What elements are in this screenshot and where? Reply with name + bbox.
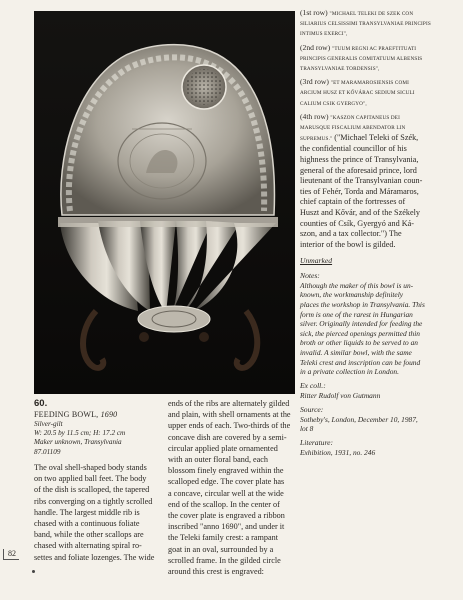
dimensions: W: 20.5 by 11.5 cm; H: 17.2 cm xyxy=(34,429,126,438)
feeding-bowl-photograph xyxy=(34,11,295,394)
cover-plate xyxy=(61,45,275,215)
catalogue-number: 60. xyxy=(34,398,48,409)
page-number: 82 xyxy=(3,549,19,560)
translation-text: the confidential councillor of his highness the prince of Transylvania, general of the aforesaid prince, lord lieutenant of the Transylvanian coun- ties of Fehér, Torda and Máramaros, chief captain of the fortresses of Huszt and Kővár, and of the Székely counties of Csík, Gyergyó and Ká- szon, and a tax collector.") The interior of the bowl is gilded. xyxy=(300,144,423,249)
inscription-row-3: (3rd row) "ET MARAMAROSIENSIS COMI ARCIUM HUSZ ET KŐVÁRAC SEDIUM SICULI CALIUM CSIK GYERGYO", xyxy=(300,77,415,107)
ex-coll-label: Ex coll.: xyxy=(300,380,326,390)
page-mark xyxy=(32,570,35,573)
source-label: Source: xyxy=(300,404,324,414)
inscription-row-2: (2nd row) "TUUM REGNI AC PRAEFTITUATI PRINCIPIS GENERALIS COMITATUUM ALBENSIS TRANSYLVANIAE TORDENSIS", xyxy=(300,42,423,73)
catalogue-title: FEEDING BOWL, 1690 xyxy=(34,410,118,419)
stand-leg-right xyxy=(237,311,258,368)
literature-value: Exhibition, 1931, no. 246 xyxy=(300,448,376,458)
material: Silver-gilt xyxy=(34,420,63,428)
literature-label: Literature: xyxy=(300,437,334,447)
description-column-1: The oval shell-shaped body stands on two applied ball feet. The body of the dish is scalloped, the tapered ribs converging on a tightly scrolled handle. The largest middle rib is chased with a continuous foliate band, while the other scallops are chased with alternating spiral ro- settes and foliate lozenges. The wide xyxy=(34,463,155,562)
inscription-row-4: (4th row) "KASZON CAPITANEUS DEI MARUSQUE FISCALIUM ABENDATOR LIN SUPREMUS." ("Michael Teleki of Szék, xyxy=(300,111,419,143)
description-column-2: ends of the ribs are alternately gilded and plain, with shell ornaments at the upper ends of each. Two-thirds of the concave dish are covered by a semi- circular applied plate ornamented with an outer floral band, each blossom finely engraved within the scalloped edge. The cover plate has a concave, circular well at the wide end of the scallop. In the center of the cover plate is engraved a ribbon inscribed "anno 1690", and under it the Teleki family crest: a rampant goat in an oval, surrounded by a scrolled frame. In the gilded circle around this crest is engraved: xyxy=(168,399,291,577)
inscription-column xyxy=(300,8,463,458)
maker: Maker unknown, Transylvania xyxy=(34,438,122,447)
feeding-bowl-illustration xyxy=(34,11,295,394)
notes-label: Notes: xyxy=(300,270,320,280)
catalogue-caption xyxy=(34,398,156,457)
unmarked-label: Unmarked xyxy=(300,256,333,266)
notes-text: Although the maker of this bowl is un- known, the workmanship definitely places the workshop in Transylvania. This form is one of the rarest in Hungarian silver. Originally intended for feeding the sick, the pierced openings permitted thin broth or other liquids to be served to an invalid. A similar bowl, with the same Teleki crest and inscription can be found in a private collection in London. xyxy=(300,280,425,377)
stand-leg-left xyxy=(83,311,103,368)
scrolled-handle xyxy=(138,306,210,332)
inscription-row-1: (1st row) "MICHAEL TELEKI DE SZEK CON SILIARIUS CELSISSIMI TRANSYLVANIAE PRINCIPIS INTIMUS EXERCI", xyxy=(300,8,431,38)
inventory-number: 87.01109 xyxy=(34,447,61,456)
source-value: Sotheby's, London, December 10, 1987, lot 8 xyxy=(300,414,418,434)
scalloped-shell-body xyxy=(58,217,278,313)
ex-coll-value: Ritter Rudolf von Gutmann xyxy=(300,390,381,400)
